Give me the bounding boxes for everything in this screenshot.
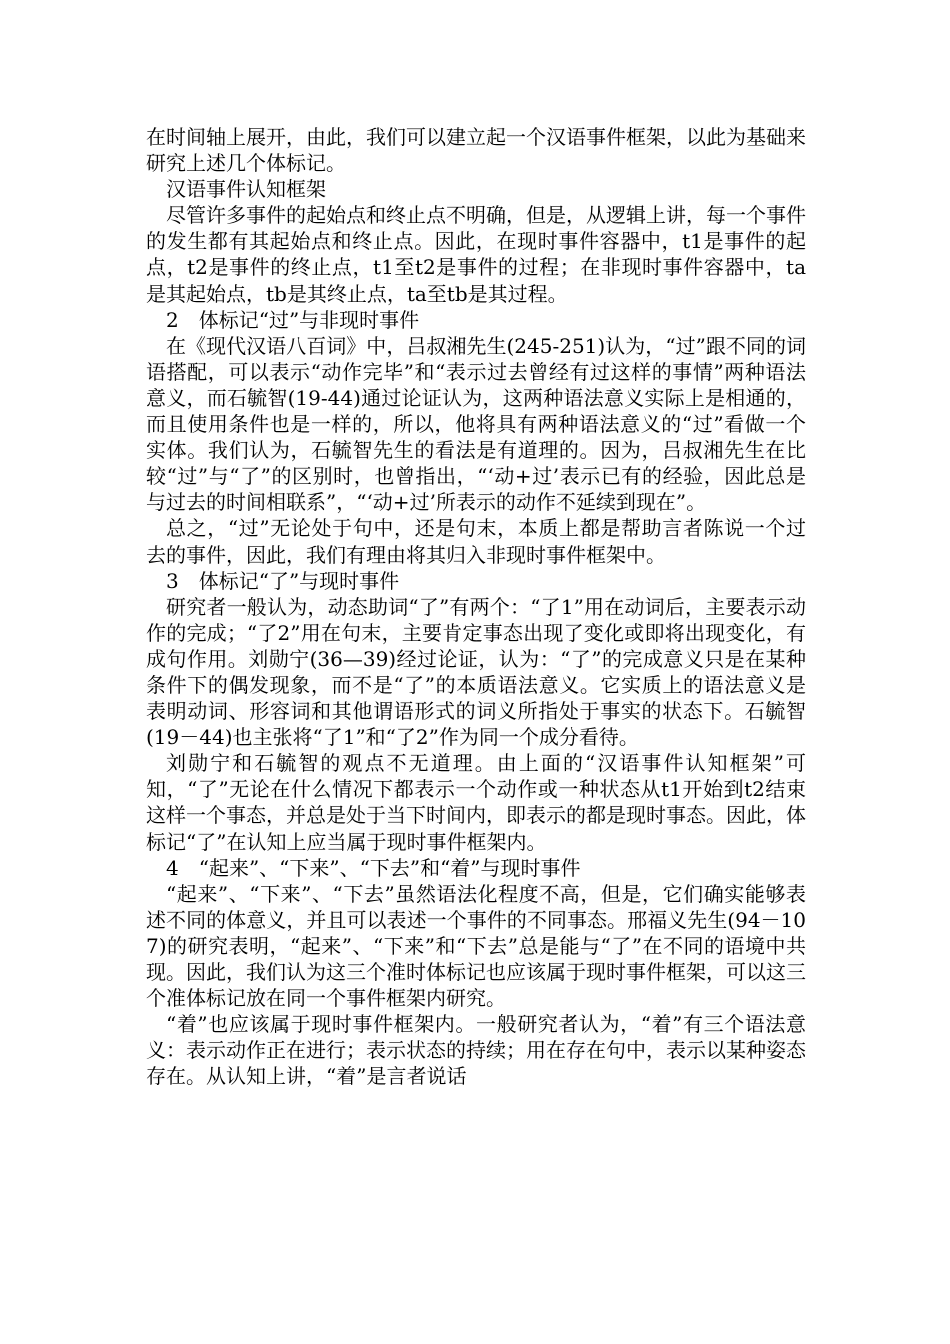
paragraph: 尽管许多事件的起始点和终止点不明确，但是，从逻辑上讲，每一个事件的发生都有其起始点和终止点。因此，在现时事件容器中，t1是事件的起点，t2是事件的终止点，t1至t2是事件的过程；在非现时事件容器中，ta是其起始点，tb是其终止点，ta至tb是其过程。 [146,203,806,306]
document-page [146,124,806,1089]
paragraph: 在时间轴上展开，由此，我们可以建立起一个汉语事件框架，以此为基础来研究上述几个体标记。 [146,125,806,176]
paragraph: 研究者一般认为，动态助词“了”有两个：“了1”用在动词后，主要表示动作的完成；“了2”用在句末，主要肯定事态出现了变化或即将出现变化，有成句作用。刘勋宁(36—39)经过论证，认为：“了”的完成意义只是在某种条件下的偶发现象，而不是“了”的本质语法意义。它实质上的语法意义是表明动词、形容词和其他谓语形式的词义所指处于事实的状态下。石毓智(19－44)也主张将“了1”和“了2”作为同一个成分看待。 [146,594,806,750]
paragraph: “着”也应该属于现时事件框架内。一般研究者认为，“着”有三个语法意义：表示动作正在进行；表示状态的持续；用在存在句中，表示以某种姿态存在。从认知上讲，“着”是言者说话 [146,1012,806,1089]
paragraph: 刘勋宁和石毓智的观点不无道理。由上面的“汉语事件认知框架”可知，“了”无论在什么情况下都表示一个动作或一种状态从t1开始到t2结束这样一个事态，并总是处于当下时间内，即表示的都是现时事态。因此，体标记“了”在认知上应当属于现时事件框架内。 [146,751,806,854]
paragraph: “起来”、“下来”、“下去”虽然语法化程度不高，但是，它们确实能够表述不同的体意义，并且可以表述一个事件的不同事态。邢福义先生(94－107)的研究表明，“起来”、“下来”和“下去”总是能与“了”在不同的语境中共现。因此，我们认为这三个准时体标记也应该属于现时事件框架，可以这三个准体标记放在同一个事件框架内研究。 [146,881,806,1011]
section-heading: 3 体标记“了”与现时事件 [166,568,400,593]
section-heading: 4 “起来”、“下来”、“下去”和“着”与现时事件 [166,855,581,880]
section-heading: 汉语事件认知框架 [166,177,326,202]
section-heading: 2 体标记“过”与非现时事件 [166,307,420,332]
paragraph: 总之，“过”无论处于句中，还是句末，本质上都是帮助言者陈说一个过去的事件，因此，我们有理由将其归入非现时事件框架中。 [146,516,806,567]
paragraph: 在《现代汉语八百词》中，吕叔湘先生(245-251)认为，“过”跟不同的词语搭配，可以表示“动作完毕”和“表示过去曾经有过这样的事情”两种语法意义，而石毓智(19-44)通过论证认为，这两种语法意义实际上是相通的，而且使用条件也是一样的，所以，他将具有两种语法意义的“过”看做一个实体。我们认为，石毓智先生的看法是有道理的。因为，吕叔湘先生在比较“过”与“了”的区别时，也曾指出，“‘动+过’表示已有的经验，因此总是与过去的时间相联系”，“‘动+过’所表示的动作不延续到现在”。 [146,333,806,515]
